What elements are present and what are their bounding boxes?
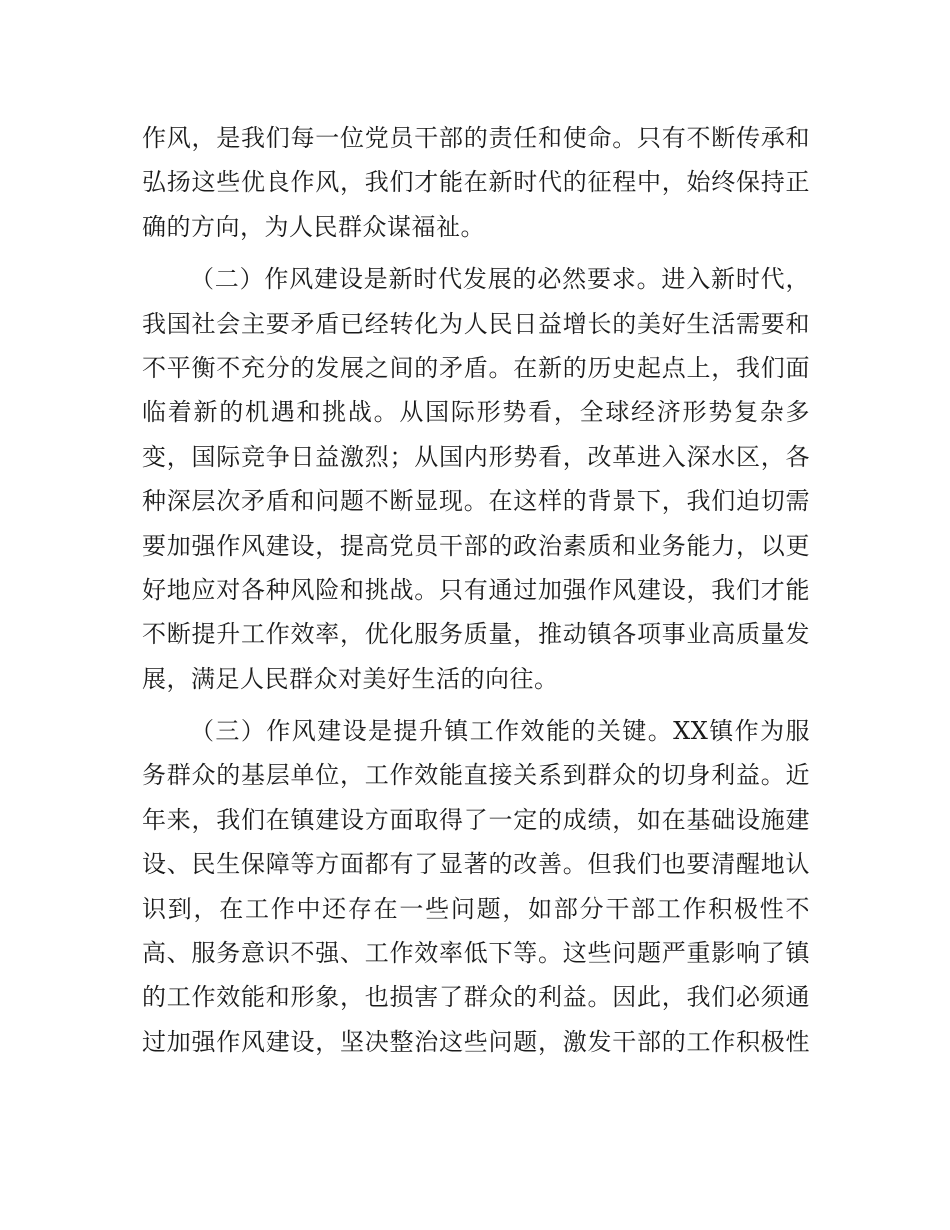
text-line: 变，国际竞争日益激烈；从国内形势看，改革进入深水区，各 — [142, 442, 810, 471]
text-line: 弘扬这些优良作风，我们才能在新时代的征程中，始终保持正 — [142, 168, 810, 197]
text-line: 不平衡不充分的发展之间的矛盾。在新的历史起点上，我们面 — [142, 353, 810, 382]
text-line: 务群众的基层单位，工作效能直接关系到群众的切身利益。近 — [142, 761, 810, 790]
text-line: 展，满足人民群众对美好生活的向往。 — [142, 664, 559, 693]
text-line: 识到，在工作中还存在一些问题，如部分干部工作积极性不 — [142, 894, 810, 923]
text-line: 要加强作风建设，提高党员干部的政治素质和业务能力，以更 — [142, 531, 810, 560]
text-line: （三）作风建设是提升镇工作效能的关键。XX镇作为服 — [190, 717, 810, 746]
body-text — [142, 116, 810, 1064]
text-line: 我国社会主要矛盾已经转化为人民日益增长的美好生活需要和 — [142, 309, 810, 338]
paragraph-3 — [142, 709, 810, 1064]
text-line: 种深层次矛盾和问题不断显现。在这样的背景下，我们迫切需 — [142, 487, 810, 516]
paragraph-2 — [142, 257, 810, 701]
paragraph-1 — [142, 116, 810, 249]
text-line: 好地应对各种风险和挑战。只有通过加强作风建设，我们才能 — [142, 575, 810, 604]
text-line: 年来，我们在镇建设方面取得了一定的成绩，如在基础设施建 — [142, 805, 810, 834]
text-line: 设、民生保障等方面都有了显著的改善。但我们也要清醒地认 — [142, 850, 810, 879]
text-line: 过加强作风建设，坚决整治这些问题，激发干部的工作积极性 — [142, 1027, 810, 1056]
text-line: 作风，是我们每一位党员干部的责任和使命。只有不断传承和 — [142, 124, 810, 152]
text-line: （二）作风建设是新时代发展的必然要求。进入新时代， — [190, 265, 810, 294]
text-line: 的工作效能和形象，也损害了群众的利益。因此，我们必须通 — [142, 983, 810, 1012]
text-line: 确的方向，为人民群众谋福祉。 — [142, 212, 485, 241]
text-line: 不断提升工作效率，优化服务质量，推动镇各项事业高质量发 — [142, 620, 810, 649]
text-line: 高、服务意识不强、工作效率低下等。这些问题严重影响了镇 — [142, 939, 810, 968]
text-line: 临着新的机遇和挑战。从国际形势看，全球经济形势复杂多 — [142, 398, 810, 427]
